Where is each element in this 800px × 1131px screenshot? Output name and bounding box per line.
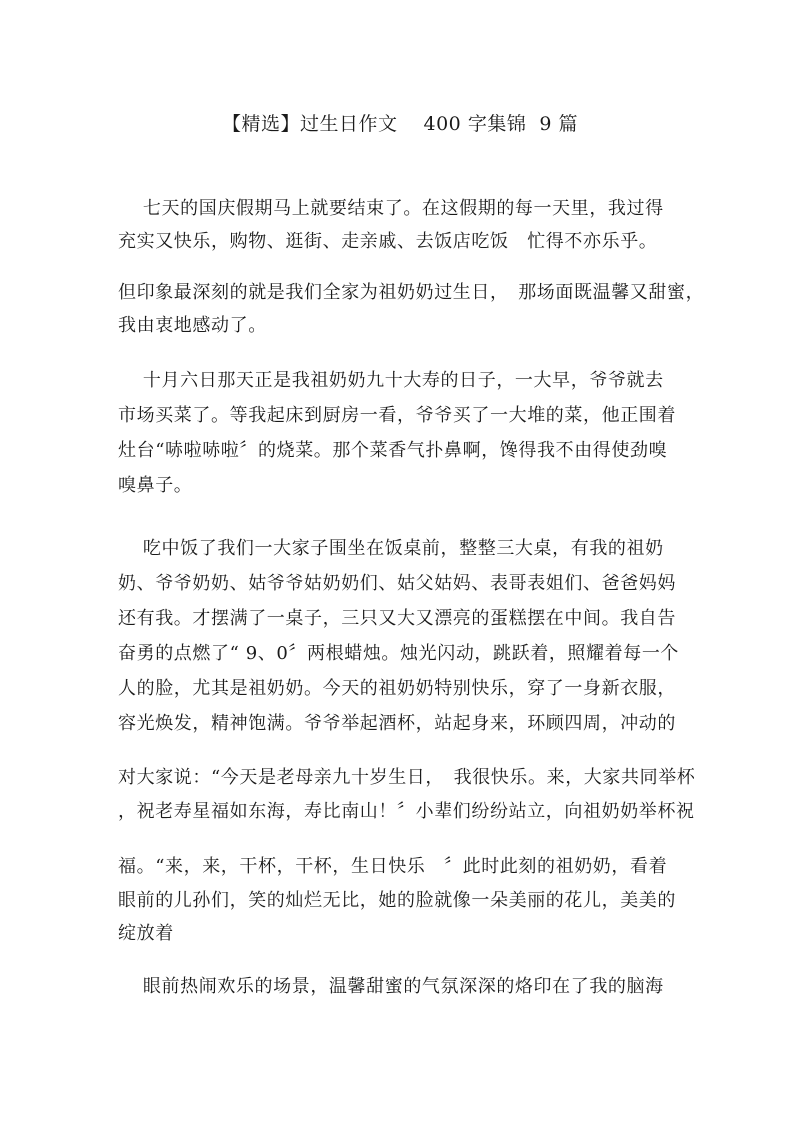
paragraph-line: 嗅鼻子。 [118, 475, 193, 496]
paragraph-line: 充实又快乐，购物、逛街、走亲戚、去饭店吃饭 忙得不亦乐乎。 [118, 231, 658, 252]
paragraph-line: 对大家说：“今天是老母亲九十岁生日， 我很快乐。来，大家共同举杯 [118, 767, 696, 788]
paragraph-line: 吃中饭了我们一大家子围坐在饭桌前，整整三大桌，有我的祖奶 [118, 538, 664, 559]
paragraph-line: 福。“来，来，干杯，干杯，生日快乐 〞此时此刻的祖奶奶，看着 [118, 856, 668, 877]
paragraph-line: 容光焕发，精神饱满。爷爷举起酒杯，站起身来，环顾四周，冲动的 [118, 713, 676, 734]
paragraph-line: 奶、爷爷奶奶、姑爷爷姑奶奶们、姑父姑妈、表哥表姐们、爸爸妈妈 [118, 573, 676, 594]
paragraph-line: 七天的国庆假期马上就要结束了。在这假期的每一天里，我过得 [118, 198, 664, 219]
paragraph-line: 眼前热闹欢乐的场景，温馨甜蜜的气氛深深的烙印在了我的脑海 [118, 976, 664, 997]
paragraph-line: 绽放着 [118, 923, 174, 944]
document-title: 【精选】过生日作文 400 字集锦 9 篇 [221, 113, 579, 135]
paragraph-line: 人的脸，尤其是祖奶奶。今天的祖奶奶特别快乐，穿了一身新衣服， [118, 678, 676, 699]
paragraph-line: 眼前的儿孙们，笑的灿烂无比，她的脸就像一朵美丽的花儿，美美的 [118, 890, 676, 911]
paragraph-line: 灶台“哧啦哧啦〞的烧菜。那个菜香气扑鼻啊，馋得我不由得使劲嗅 [118, 440, 668, 461]
paragraph-line: 我由衷地感动了。 [118, 315, 267, 336]
paragraph-line: 奋勇的点燃了“ 9、0〞两根蜡烛。烛光闪动，跳跃着，照耀着每一个 [118, 643, 680, 664]
paragraph-line: 市场买菜了。等我起床到厨房一看，爷爷买了一大堆的菜，他正围着 [118, 405, 676, 426]
paragraph-line: 十月六日那天正是我祖奶奶九十大寿的日子，一大早，爷爷就去 [118, 370, 664, 391]
paragraph-line: ，祝老寿星福如东海，寿比南山！〞小辈们纷纷站立，向祖奶奶举杯祝 [118, 801, 695, 822]
paragraph-line: 还有我。才摆满了一桌子，三只又大又漂亮的蛋糕摆在中间。我自告 [118, 608, 676, 629]
paragraph-line: 但印象最深刻的就是我们全家为祖奶奶过生日， 那场面既温馨又甜蜜， [118, 282, 705, 303]
